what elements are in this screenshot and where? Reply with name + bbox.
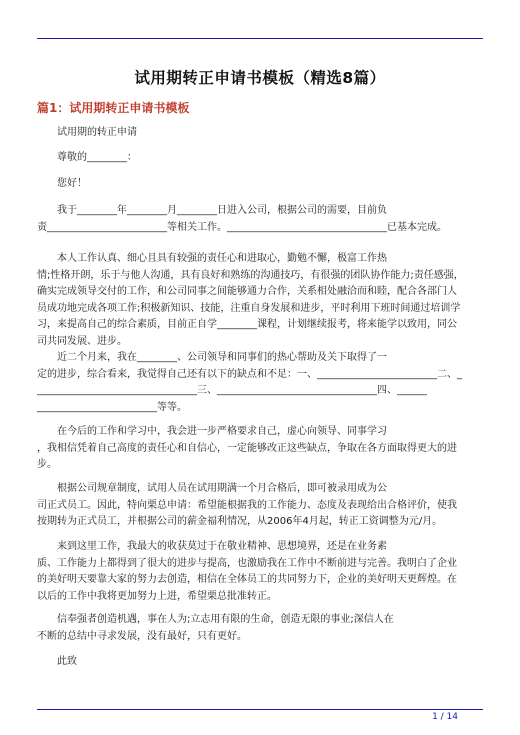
text-line: 按期转为正式员工，并根据公司的薪金福利情况，从2006年4月起，转正工资调整为元/月。 <box>37 516 443 527</box>
text-line: 近二个月来，我在________、公司领导和同事们的热心帮助及关下取得了一 <box>57 352 387 363</box>
text-line: 尊敬的________： <box>57 152 137 163</box>
text-line: 此致 <box>57 656 77 667</box>
text-line: 定的进步，综合看来，我觉得自己还有以下的缺点和不足：一、________________________二、_ <box>37 368 462 380</box>
text-line: 不断的总结中寻求发展，没有最好，只有更好。 <box>37 630 247 642</box>
text-line: 责________________________等相关工作。________________________________已基本完成。 <box>37 221 447 233</box>
text-line: 根据公司规章制度，试用人员在试用期满一个月合格后，即可被录用成为公 <box>57 483 387 494</box>
text-line: 的美好明天要靠大家的努力去创造，相信在全体员工的共同努力下，企业的美好明天更辉煌。在 <box>37 574 457 585</box>
text-line: 本人工作认真、细心且具有较强的责任心和进取心，勤勉不懈，极富工作热 <box>57 253 387 264</box>
text-line: ________________________________三、________________________________四、______ <box>37 385 427 396</box>
document-title: 试用期转正申请书模板（精选8篇） <box>134 69 386 87</box>
header-rule <box>37 38 483 39</box>
text-line: 步。 <box>37 459 57 470</box>
text-line: 司正式员工。因此，特向栗总申请：希望能根据我的工作能力、态度及表现给出合格评价，使我 <box>37 499 457 511</box>
paragraph-self-assessment <box>37 251 483 350</box>
salutation <box>37 150 503 167</box>
paragraph-start-date <box>37 203 483 236</box>
text-line: 来到这里工作，我最大的收获莫过于在敬业精神、思想境界，还是在业务素 <box>57 541 387 552</box>
text-line: 在今后的工作和学习中，我会进一步严格要求自己，虚心向领导、同事学习 <box>57 426 387 437</box>
text-line: 员成功地完成各项工作;积极新知识、技能，注重自身发展和进步，平时利用下班时间通过培训学 <box>37 302 461 314</box>
paragraph-shortcomings <box>37 350 483 416</box>
paragraph-gains <box>37 539 483 605</box>
paragraph-motto <box>37 612 483 645</box>
paragraph-intro-line <box>37 125 503 142</box>
text-line: 信奉强者创造机遇，事在人为;立志用有限的生命，创造无限的事业;深信人在 <box>57 614 394 625</box>
text-line: 试用期的转正申请 <box>57 127 137 138</box>
paragraph-future-commitment <box>37 424 483 474</box>
text-line: 我于________年________月________日进入公司，根据公司的需要，目前负 <box>57 205 387 216</box>
footer-rule <box>37 709 483 710</box>
text-line: 习，来提高自己的综合素质，目前正自学________课程，计划继续报考，将来能学以致用，同公 <box>37 319 457 330</box>
text-line: 情;性格开朗，乐于与他人沟通，具有良好和熟练的沟通技巧，有很强的团队协作能力;责任感强， <box>37 269 464 281</box>
text-line: 以后的工作中我将更加努力上进，希望栗总批准转正。 <box>37 590 277 602</box>
page-indicator: 1 / 14 <box>432 712 458 722</box>
text-line: ________________________等等。 <box>37 401 187 413</box>
text-line: 您好！ <box>57 178 87 189</box>
text-line: 质、工作能力上都得到了很大的进步与提高，也激励我在工作中不断前进与完善。我明白了企业 <box>37 557 457 569</box>
paragraph-application-request <box>37 481 483 531</box>
closing <box>37 654 503 671</box>
greeting <box>37 176 503 193</box>
section-heading: 篇1：试用期转正申请书模板 <box>37 101 190 115</box>
text-line: 司共同发展、进步。 <box>37 335 127 347</box>
text-line: 确实完成领导交付的工作，和公司同事之间能够通力合作，关系相处融洽而和睦，配合各部门人 <box>37 286 457 297</box>
text-line: ，我相信凭着自己高度的责任心和自信心，一定能够改正这些缺点，争取在各方面取得更大的进 <box>37 442 457 454</box>
